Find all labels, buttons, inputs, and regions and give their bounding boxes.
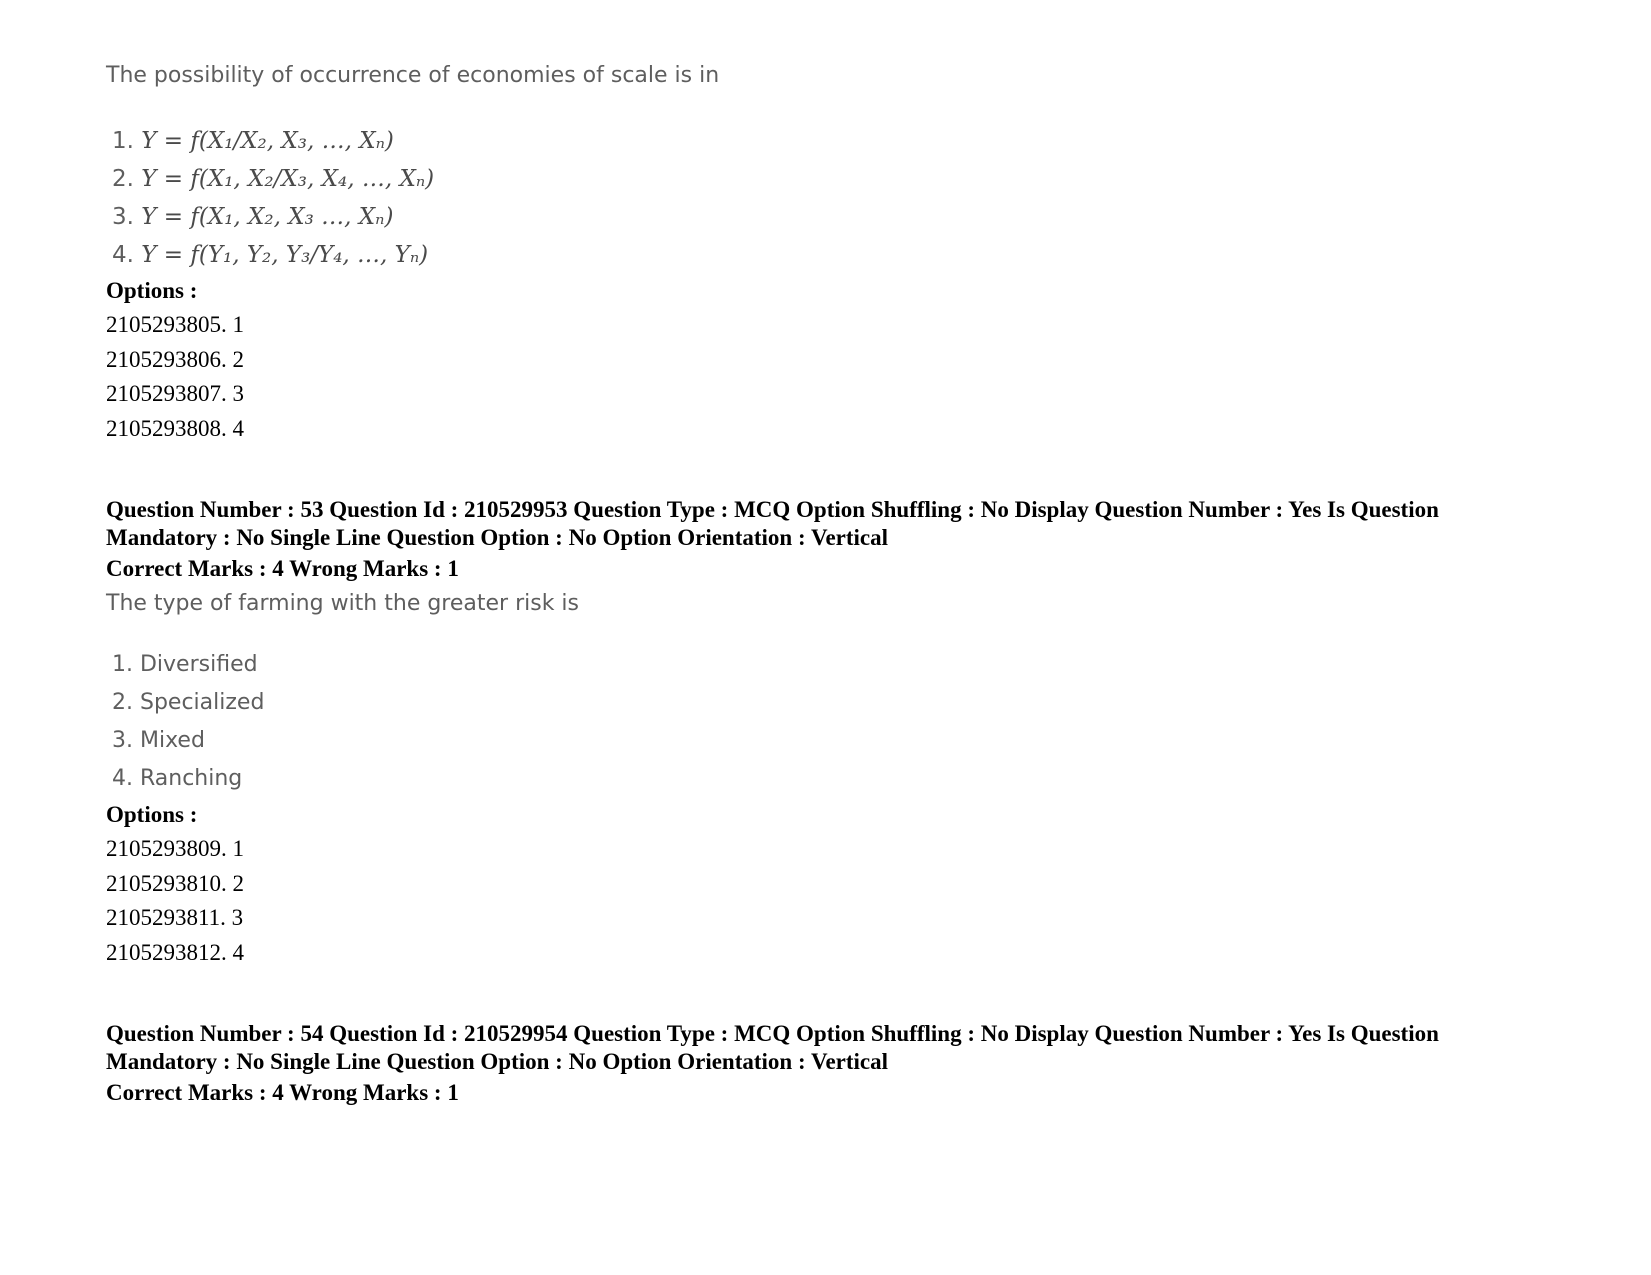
- choice-item: 1. Y = f(X₁/X₂, X₃, …, Xₙ): [112, 128, 394, 154]
- question-52: [106, 60, 1576, 446]
- choice-item: 3. Y = f(X₁, X₂, X₃ …, Xₙ): [112, 204, 394, 230]
- choice-formula: Y = f(Y₁, Y₂, Y₃/Y₄, …, Yₙ): [141, 242, 429, 268]
- question-53: [106, 496, 1576, 970]
- option-id-row: 2105293807. 3: [106, 381, 244, 406]
- option-id-row: 2105293811. 3: [106, 905, 244, 930]
- question-choices: [106, 646, 1576, 798]
- option-id-row: 2105293806. 2: [106, 346, 244, 372]
- section-gap: [106, 970, 1576, 1020]
- question-meta-continued: Mandatory : No Single Line Question Option : No Option Orientation : Vertical: [106, 1049, 889, 1074]
- question-stem: The type of farming with the greater risk is: [106, 591, 580, 616]
- option-id-row: 2105293812. 4: [106, 939, 244, 965]
- choice-item: 3. Mixed: [112, 728, 205, 753]
- question-54: [106, 1020, 1576, 1110]
- option-id-row: 2105293809. 1: [106, 836, 244, 861]
- choice-item: 2. Specialized: [112, 690, 265, 715]
- options-label: Options :: [106, 802, 198, 827]
- choice-item: 2. Y = f(X₁, X₂/X₃, X₄, …, Xₙ): [112, 166, 435, 192]
- option-id-row: 2105293808. 4: [106, 415, 244, 441]
- choice-item: 1. Diversified: [112, 652, 258, 677]
- section-gap: [106, 446, 1576, 496]
- question-choices: [106, 122, 1576, 274]
- question-meta-continued: Mandatory : No Single Line Question Option : No Option Orientation : Vertical: [106, 525, 889, 550]
- marks-line: Correct Marks : 4 Wrong Marks : 1: [106, 556, 459, 581]
- question-meta: Question Number : 53 Question Id : 210529953 Question Type : MCQ Option Shuffling : No Display Question Number : Yes Is Question: [106, 497, 1439, 522]
- choice-formula: Y = f(X₁/X₂, X₃, …, Xₙ): [141, 128, 394, 154]
- choice-formula: Y = f(X₁, X₂, X₃ …, Xₙ): [141, 204, 394, 230]
- choice-item: 4. Ranching: [112, 766, 243, 791]
- choice-item: 4. Y = f(Y₁, Y₂, Y₃/Y₄, …, Yₙ): [112, 242, 429, 268]
- document-page: [106, 60, 1576, 1110]
- question-stem: The possibility of occurrence of economies of scale is in: [106, 63, 720, 88]
- choice-formula: Y = f(X₁, X₂/X₃, X₄, …, Xₙ): [141, 166, 435, 192]
- marks-line: Correct Marks : 4 Wrong Marks : 1: [106, 1080, 459, 1105]
- options-label: Options :: [106, 278, 198, 303]
- question-meta: Question Number : 54 Question Id : 210529954 Question Type : MCQ Option Shuffling : No Display Question Number : Yes Is Question: [106, 1021, 1439, 1046]
- option-id-row: 2105293805. 1: [106, 312, 244, 337]
- option-id-row: 2105293810. 2: [106, 870, 244, 896]
